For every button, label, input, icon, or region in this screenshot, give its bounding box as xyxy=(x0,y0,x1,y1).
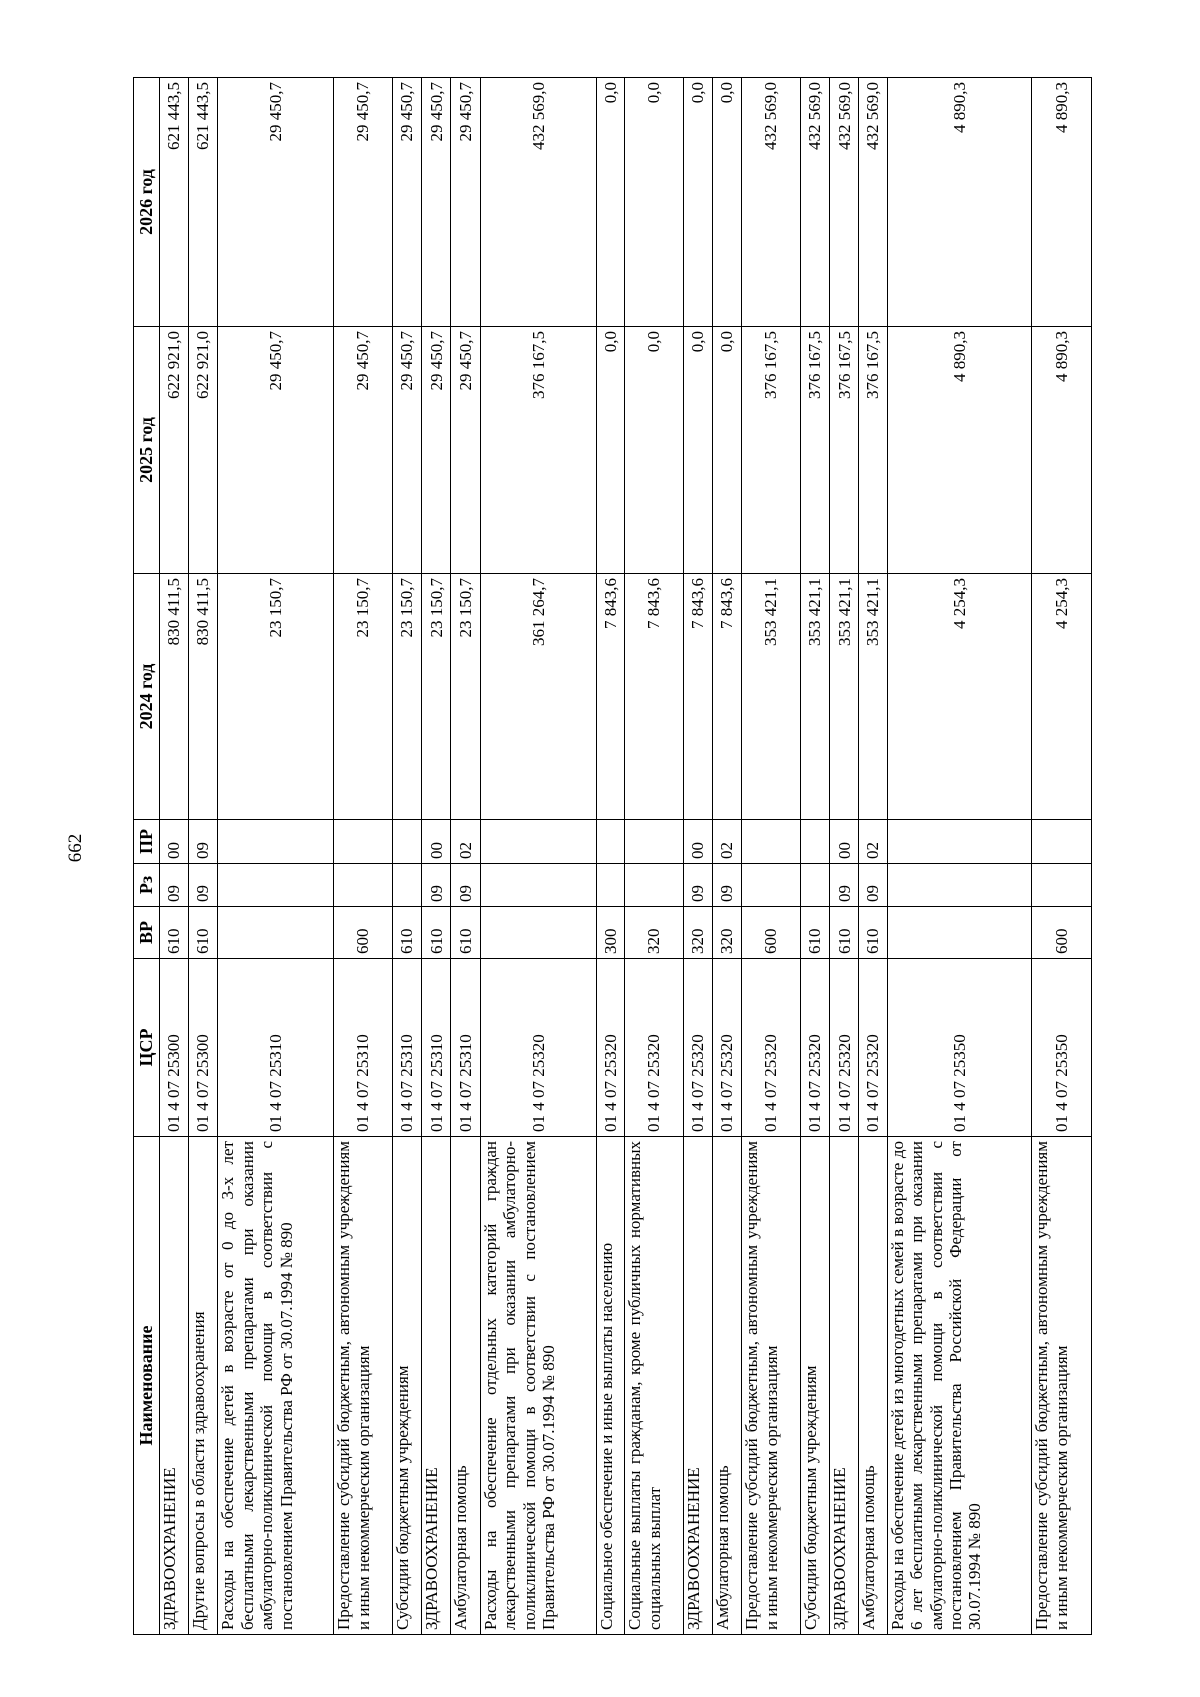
row-2024: 353 421,1 xyxy=(830,574,859,820)
row-name: Амбулаторная помощь xyxy=(859,1137,888,1635)
row-rz xyxy=(1032,864,1092,907)
row-vr: 320 xyxy=(625,907,683,959)
row-vr: 610 xyxy=(451,907,481,959)
row-rz: 09 xyxy=(188,864,218,907)
header-2025: 2025 год xyxy=(134,327,160,574)
row-vr: 610 xyxy=(160,907,189,959)
row-vr: 610 xyxy=(859,907,888,959)
row-2024: 7 843,6 xyxy=(683,574,712,820)
table-row xyxy=(422,78,451,1635)
row-pr: 09 xyxy=(188,820,218,864)
row-name: Предоставление субсидий бюджетным, автономным учреждениям и иным некоммерческим организациям xyxy=(334,1137,392,1635)
row-rz: 09 xyxy=(451,864,481,907)
header-pr: ПР xyxy=(134,820,160,864)
row-2024: 23 150,7 xyxy=(422,574,451,820)
row-2024: 23 150,7 xyxy=(392,574,422,820)
row-2025: 376 167,5 xyxy=(480,327,596,574)
table-row xyxy=(800,78,830,1635)
row-pr: 02 xyxy=(451,820,481,864)
row-pr: 00 xyxy=(422,820,451,864)
table-row xyxy=(392,78,422,1635)
row-vr: 320 xyxy=(683,907,712,959)
row-csr: 01 4 07 25310 xyxy=(218,959,334,1137)
row-pr: 00 xyxy=(160,820,189,864)
table-row xyxy=(887,78,1032,1635)
row-csr: 01 4 07 25310 xyxy=(422,959,451,1137)
row-2024: 23 150,7 xyxy=(218,574,334,820)
page-number: 662 xyxy=(65,833,86,863)
row-csr: 01 4 07 25350 xyxy=(1032,959,1092,1137)
row-name: Расходы на обеспечение детей в возрасте от 0 до 3-х лет бесплатными лекарственными препаратами при оказании амбулаторно-поликлинической помощи в соответствии с постановлением Правительства РФ от 30.07.1994 № 890 xyxy=(218,1137,334,1635)
row-pr xyxy=(1032,820,1092,864)
row-csr: 01 4 07 25320 xyxy=(712,959,742,1137)
row-2024: 830 411,5 xyxy=(160,574,189,820)
header-2026: 2026 год xyxy=(134,78,160,327)
header-rz: Рз xyxy=(134,864,160,907)
row-vr: 610 xyxy=(392,907,422,959)
row-2026: 432 569,0 xyxy=(830,78,859,327)
row-2026: 621 443,5 xyxy=(188,78,218,327)
row-2025: 376 167,5 xyxy=(800,327,830,574)
row-rz xyxy=(625,864,683,907)
row-name: Социальные выплаты гражданам, кроме публичных нормативных социальных выплат xyxy=(625,1137,683,1635)
row-vr: 600 xyxy=(1032,907,1092,959)
table-row xyxy=(188,78,218,1635)
row-2026: 432 569,0 xyxy=(800,78,830,327)
row-2025: 29 450,7 xyxy=(422,327,451,574)
header-row xyxy=(134,78,160,1635)
row-name: Расходы на обеспечение детей из многодетных семей в возрасте до 6 лет бесплатными лекарственными препаратами при оказании амбулаторно-поликлинической помощи в соответствии с постановлением Правительства Российской Федерации от 30.07.1994 № 890 xyxy=(887,1137,1032,1635)
row-2024: 23 150,7 xyxy=(451,574,481,820)
row-vr: 300 xyxy=(596,907,625,959)
row-name: Субсидии бюджетным учреждениям xyxy=(392,1137,422,1635)
row-2026: 4 890,3 xyxy=(1032,78,1092,327)
row-2024: 353 421,1 xyxy=(800,574,830,820)
row-vr: 610 xyxy=(422,907,451,959)
row-vr xyxy=(218,907,334,959)
row-csr: 01 4 07 25320 xyxy=(683,959,712,1137)
row-2024: 4 254,3 xyxy=(1032,574,1092,820)
row-pr: 02 xyxy=(859,820,888,864)
row-rz xyxy=(742,864,800,907)
row-name: Субсидии бюджетным учреждениям xyxy=(800,1137,830,1635)
row-2026: 0,0 xyxy=(683,78,712,327)
row-2026: 29 450,7 xyxy=(392,78,422,327)
row-2026: 432 569,0 xyxy=(742,78,800,327)
table-row xyxy=(334,78,392,1635)
row-2026: 4 890,3 xyxy=(887,78,1032,327)
row-2026: 0,0 xyxy=(712,78,742,327)
table-row xyxy=(218,78,334,1635)
table-body xyxy=(160,78,1092,1635)
row-2024: 830 411,5 xyxy=(188,574,218,820)
row-2025: 0,0 xyxy=(596,327,625,574)
row-2025: 376 167,5 xyxy=(859,327,888,574)
table-row xyxy=(742,78,800,1635)
header-vr: ВР xyxy=(134,907,160,959)
row-2024: 7 843,6 xyxy=(625,574,683,820)
row-pr xyxy=(800,820,830,864)
row-csr: 01 4 07 25310 xyxy=(392,959,422,1137)
header-2024: 2024 год xyxy=(134,574,160,820)
table-row xyxy=(451,78,481,1635)
row-2025: 0,0 xyxy=(625,327,683,574)
row-2026: 29 450,7 xyxy=(422,78,451,327)
row-2026: 432 569,0 xyxy=(859,78,888,327)
row-2025: 0,0 xyxy=(683,327,712,574)
row-name: Амбулаторная помощь xyxy=(451,1137,481,1635)
row-csr: 01 4 07 25300 xyxy=(160,959,189,1137)
row-rz: 09 xyxy=(160,864,189,907)
row-csr: 01 4 07 25310 xyxy=(451,959,481,1137)
row-csr: 01 4 07 25320 xyxy=(625,959,683,1137)
row-2024: 353 421,1 xyxy=(742,574,800,820)
row-2024: 7 843,6 xyxy=(712,574,742,820)
row-pr xyxy=(334,820,392,864)
row-2026: 432 569,0 xyxy=(480,78,596,327)
row-csr: 01 4 07 25300 xyxy=(188,959,218,1137)
table-row xyxy=(712,78,742,1635)
row-vr xyxy=(480,907,596,959)
row-rz: 09 xyxy=(859,864,888,907)
row-csr: 01 4 07 25320 xyxy=(480,959,596,1137)
row-2024: 23 150,7 xyxy=(334,574,392,820)
table-row xyxy=(859,78,888,1635)
row-rz xyxy=(392,864,422,907)
row-2026: 29 450,7 xyxy=(451,78,481,327)
row-2024: 353 421,1 xyxy=(859,574,888,820)
row-name: Амбулаторная помощь xyxy=(712,1137,742,1635)
table-row xyxy=(625,78,683,1635)
row-2025: 29 450,7 xyxy=(334,327,392,574)
row-2025: 29 450,7 xyxy=(451,327,481,574)
table-row xyxy=(480,78,596,1635)
table-row xyxy=(160,78,189,1635)
row-name: Социальное обеспечение и иные выплаты населению xyxy=(596,1137,625,1635)
row-csr: 01 4 07 25320 xyxy=(596,959,625,1137)
row-rz xyxy=(800,864,830,907)
row-rz: 09 xyxy=(683,864,712,907)
budget-table xyxy=(133,77,1092,1635)
row-2025: 376 167,5 xyxy=(742,327,800,574)
row-2026: 0,0 xyxy=(596,78,625,327)
row-pr xyxy=(887,820,1032,864)
row-2025: 622 921,0 xyxy=(188,327,218,574)
row-pr: 02 xyxy=(712,820,742,864)
row-csr: 01 4 07 25320 xyxy=(859,959,888,1137)
row-vr: 320 xyxy=(712,907,742,959)
row-2026: 29 450,7 xyxy=(218,78,334,327)
row-2026: 0,0 xyxy=(625,78,683,327)
row-name: Расходы на обеспечение отдельных категорий граждан лекарственными препаратами при оказании амбулаторно-поликлинической помощи в соответствии с постановлением Правительства РФ от 30.07.1994 № 890 xyxy=(480,1137,596,1635)
row-csr: 01 4 07 25310 xyxy=(334,959,392,1137)
row-name: ЗДРАВООХРАНЕНИЕ xyxy=(683,1137,712,1635)
row-rz xyxy=(480,864,596,907)
row-2026: 29 450,7 xyxy=(334,78,392,327)
row-name: Предоставление субсидий бюджетным, автономным учреждениям и иным некоммерческим организациям xyxy=(1032,1137,1092,1635)
row-2024: 4 254,3 xyxy=(887,574,1032,820)
row-pr xyxy=(625,820,683,864)
table-row xyxy=(830,78,859,1635)
row-pr xyxy=(392,820,422,864)
row-name: ЗДРАВООХРАНЕНИЕ xyxy=(422,1137,451,1635)
row-2026: 621 443,5 xyxy=(160,78,189,327)
row-name: Другие вопросы в области здравоохранения xyxy=(188,1137,218,1635)
row-pr xyxy=(742,820,800,864)
row-2024: 361 264,7 xyxy=(480,574,596,820)
row-csr: 01 4 07 25320 xyxy=(830,959,859,1137)
row-rz: 09 xyxy=(830,864,859,907)
row-rz: 09 xyxy=(422,864,451,907)
row-name: Предоставление субсидий бюджетным, автономным учреждениям и иным некоммерческим организациям xyxy=(742,1137,800,1635)
row-vr xyxy=(887,907,1032,959)
row-rz xyxy=(887,864,1032,907)
row-2025: 376 167,5 xyxy=(830,327,859,574)
row-vr: 610 xyxy=(830,907,859,959)
row-2025: 0,0 xyxy=(712,327,742,574)
row-vr: 600 xyxy=(742,907,800,959)
row-rz xyxy=(596,864,625,907)
row-vr: 610 xyxy=(800,907,830,959)
row-csr: 01 4 07 25350 xyxy=(887,959,1032,1137)
row-2025: 622 921,0 xyxy=(160,327,189,574)
row-rz: 09 xyxy=(712,864,742,907)
row-csr: 01 4 07 25320 xyxy=(800,959,830,1137)
header-csr: ЦСР xyxy=(134,959,160,1137)
row-2025: 29 450,7 xyxy=(392,327,422,574)
row-pr xyxy=(480,820,596,864)
table-row xyxy=(596,78,625,1635)
table-row xyxy=(1032,78,1092,1635)
row-vr: 600 xyxy=(334,907,392,959)
table-row xyxy=(683,78,712,1635)
header-name: Наименование xyxy=(134,1137,160,1635)
row-2025: 29 450,7 xyxy=(218,327,334,574)
row-rz xyxy=(334,864,392,907)
row-vr: 610 xyxy=(188,907,218,959)
row-pr xyxy=(218,820,334,864)
row-pr: 00 xyxy=(830,820,859,864)
row-name: ЗДРАВООХРАНЕНИЕ xyxy=(160,1137,189,1635)
row-name: ЗДРАВООХРАНЕНИЕ xyxy=(830,1137,859,1635)
row-pr: 00 xyxy=(683,820,712,864)
row-2024: 7 843,6 xyxy=(596,574,625,820)
row-pr xyxy=(596,820,625,864)
row-2025: 4 890,3 xyxy=(1032,327,1092,574)
row-csr: 01 4 07 25320 xyxy=(742,959,800,1137)
row-2025: 4 890,3 xyxy=(887,327,1032,574)
rotated-page-content xyxy=(133,78,1092,1635)
row-rz xyxy=(218,864,334,907)
